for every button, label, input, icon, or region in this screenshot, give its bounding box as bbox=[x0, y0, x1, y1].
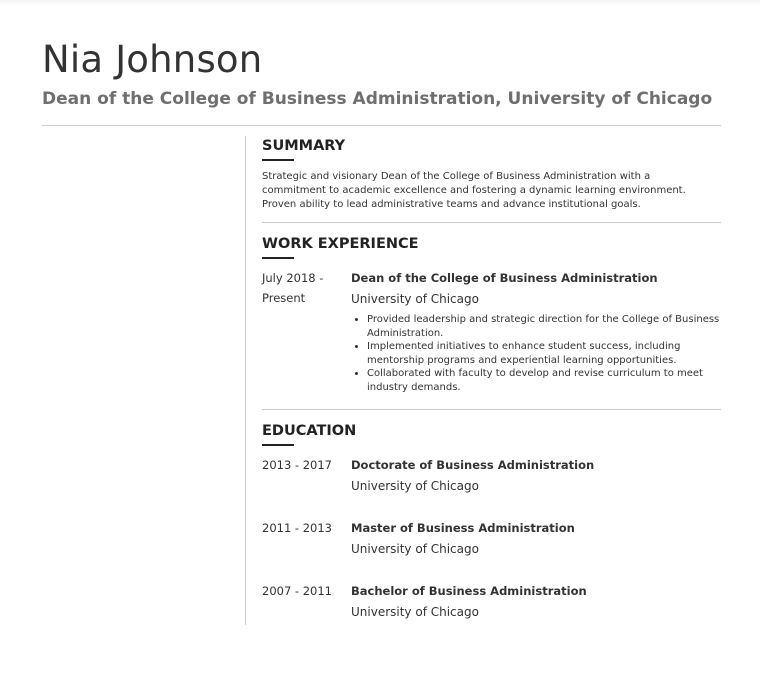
education-degree: Doctorate of Business Administration bbox=[351, 458, 595, 472]
summary-heading-rule bbox=[262, 159, 294, 161]
education-school: University of Chicago bbox=[351, 542, 479, 556]
work-section bbox=[262, 236, 721, 259]
summary-divider bbox=[262, 222, 721, 223]
work-date-start: July 2018 - bbox=[262, 271, 324, 285]
summary-heading: SUMMARY bbox=[262, 138, 346, 154]
work-bullet: • Provided leadership and strategic direction for the College of Business Administration. bbox=[367, 313, 721, 340]
education-date: 2011 - 2013 bbox=[262, 521, 332, 535]
summary-text: Strategic and visionary Dean of the College of Business Administration with a commitment to academic excellence and fostering a dynamic learning environment. Proven ability to lead administrative teams and advance institutional goals. bbox=[262, 171, 686, 210]
education-degree: Bachelor of Business Administration bbox=[351, 584, 587, 598]
education-school: University of Chicago bbox=[351, 605, 479, 619]
work-bullets bbox=[351, 313, 721, 394]
top-shadow bbox=[0, 0, 760, 6]
education-date: 2007 - 2011 bbox=[262, 584, 332, 598]
education-heading: EDUCATION bbox=[262, 423, 357, 439]
work-date-end: Present bbox=[262, 291, 306, 305]
work-divider bbox=[262, 409, 721, 410]
work-org: University of Chicago bbox=[351, 292, 479, 306]
education-details bbox=[351, 455, 721, 496]
education-details bbox=[351, 518, 721, 559]
work-heading-rule bbox=[262, 257, 294, 259]
column-divider bbox=[245, 136, 246, 625]
work-bullet: • Implemented initiatives to enhance student success, including mentorship programs and experiential learning opportunities. bbox=[367, 340, 721, 367]
education-details bbox=[351, 581, 721, 622]
candidate-title: Dean of the College of Business Administration, University of Chicago bbox=[42, 89, 713, 109]
candidate-name: Nia Johnson bbox=[42, 38, 263, 81]
work-dates bbox=[262, 268, 342, 308]
education-degree: Master of Business Administration bbox=[351, 521, 575, 535]
summary-section bbox=[262, 138, 721, 212]
work-bullet: • Collaborated with faculty to develop and revise curriculum to meet industry demands. bbox=[367, 367, 721, 394]
education-school: University of Chicago bbox=[351, 479, 479, 493]
work-details bbox=[351, 268, 721, 394]
education-heading-rule bbox=[262, 444, 294, 446]
header-divider bbox=[42, 125, 721, 126]
education-date: 2013 - 2017 bbox=[262, 458, 332, 472]
education-section bbox=[262, 423, 721, 446]
work-role: Dean of the College of Business Administration bbox=[351, 271, 658, 285]
work-heading: WORK EXPERIENCE bbox=[262, 236, 419, 252]
